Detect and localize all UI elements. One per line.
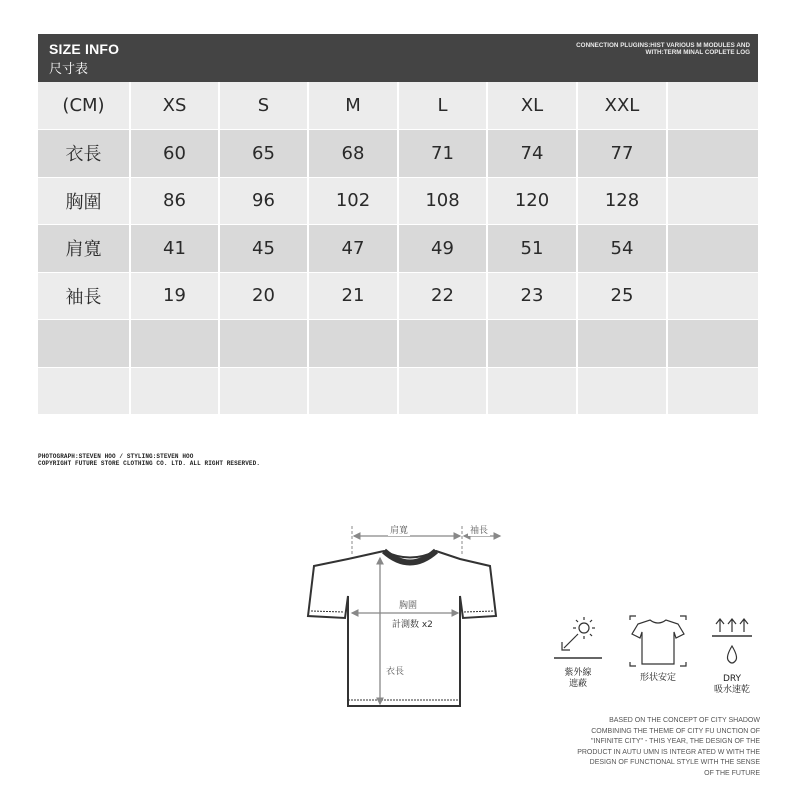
table-cell	[398, 320, 487, 368]
diagram-sleeve-label: 袖長	[468, 523, 490, 536]
table-header-cell: L	[398, 82, 487, 130]
table-cell	[219, 367, 308, 415]
table-cell: 60	[130, 130, 219, 178]
description-line: PRODUCT IN AUTU UMN IS INTEGR ATED W WITH THE	[577, 748, 760, 756]
credits	[38, 453, 260, 467]
measurement-diagram	[300, 516, 520, 716]
table-cell: 128	[577, 177, 667, 225]
credits-photograph: PHOTOGRAPH:STEVEN HOO / STYLING:STEVEN HOO	[38, 453, 194, 460]
table-cell: 65	[219, 130, 308, 178]
table-cell	[398, 367, 487, 415]
table-cell	[130, 320, 219, 368]
table-cell: 74	[487, 130, 577, 178]
table-cell	[577, 367, 667, 415]
table-cell: 120	[487, 177, 577, 225]
table-cell: 68	[308, 130, 398, 178]
header-tagline-line2: WITH:TERM MINAL COPLETE LOG	[645, 49, 750, 56]
table-cell: 108	[398, 177, 487, 225]
description-line: DESIGN OF FUNCTIONAL STYLE WITH THE SENSE	[589, 759, 760, 766]
table-header-cell: XXL	[577, 82, 667, 130]
table-cell: 23	[487, 272, 577, 320]
table-cell	[308, 367, 398, 415]
description-line: OF THE FUTURE	[704, 769, 760, 777]
table-row-label: 袖長	[38, 272, 130, 320]
table-cell: 102	[308, 177, 398, 225]
table-row-label: 衣長	[38, 130, 130, 178]
description-line: "INFINITE CITY" - THIS YEAR, THE DESIGN OF THE	[591, 738, 760, 745]
shape-stable-shirt-icon	[628, 614, 688, 669]
size-info-header	[38, 34, 758, 82]
table-cell: 19	[130, 272, 219, 320]
table-row	[38, 130, 758, 178]
table-header-row	[38, 82, 758, 130]
table-cell	[667, 225, 758, 273]
diagram-length-label: 衣長	[384, 664, 406, 677]
table-header-cell	[667, 82, 758, 130]
table-cell: 86	[130, 177, 219, 225]
dry-water-drop-icon	[706, 614, 758, 670]
diagram-chest-label: 胸圍	[397, 598, 419, 611]
feature-dry-label-1: DRY	[722, 674, 742, 684]
uv-sun-icon	[552, 614, 604, 664]
table-cell: 77	[577, 130, 667, 178]
table-cell: 51	[487, 225, 577, 273]
table-row	[38, 177, 758, 225]
table-cell: 96	[219, 177, 308, 225]
table-cell: 71	[398, 130, 487, 178]
table-cell	[667, 130, 758, 178]
header-tagline-line1: CONNECTION PLUGINS:HIST VARIOUS M MODULES AND	[576, 42, 750, 49]
table-cell: 49	[398, 225, 487, 273]
diagram-shoulder-label: 肩寬	[388, 523, 410, 536]
table-header-cell: XL	[487, 82, 577, 130]
table-header-cell: S	[219, 82, 308, 130]
table-cell	[667, 272, 758, 320]
feature-uv-label-1: 紫外線	[564, 668, 592, 678]
description-line: COMBINING THE THEME OF CITY FU UNCTION OF	[591, 727, 760, 735]
feature-dry-label-2: 吸水速乾	[713, 685, 750, 695]
table-cell: 20	[219, 272, 308, 320]
table-header-cell: XS	[130, 82, 219, 130]
header-tagline	[520, 42, 750, 56]
table-cell: 41	[130, 225, 219, 273]
table-cell	[308, 320, 398, 368]
table-cell: 47	[308, 225, 398, 273]
table-header-cell: M	[308, 82, 398, 130]
table-cell: 54	[577, 225, 667, 273]
table-row	[38, 367, 758, 415]
table-cell: 21	[308, 272, 398, 320]
table-cell: 22	[398, 272, 487, 320]
table-cell: 25	[577, 272, 667, 320]
header-title: SIZE INFO	[49, 41, 120, 57]
credits-copyright: COPYRIGHT FUTURE STORE CLOTHING CO. LTD. ALL RIGHT RESERVED.	[38, 460, 261, 467]
table-cell	[219, 320, 308, 368]
feature-shape-stable	[628, 614, 688, 684]
table-cell	[487, 320, 577, 368]
feature-uv-protection	[552, 614, 604, 690]
table-row-label: 肩寬	[38, 225, 130, 273]
table-cell	[577, 320, 667, 368]
product-description	[530, 716, 760, 779]
feature-shape-label: 形状安定	[639, 673, 676, 683]
table-cell	[667, 320, 758, 368]
table-cell	[487, 367, 577, 415]
table-cell	[667, 367, 758, 415]
table-row-label	[38, 367, 130, 415]
table-header-cell: (CM)	[38, 82, 130, 130]
table-row-label	[38, 320, 130, 368]
table-cell	[667, 177, 758, 225]
table-row	[38, 272, 758, 320]
table-row-label: 胸圍	[38, 177, 130, 225]
tshirt-diagram	[300, 516, 520, 716]
description-line: BASED ON THE CONCEPT OF CITY SHADOW	[609, 717, 760, 724]
size-table	[38, 82, 758, 415]
table-row	[38, 225, 758, 273]
feature-uv-label-2: 遮蔽	[568, 679, 587, 689]
table-cell: 45	[219, 225, 308, 273]
table-cell	[130, 367, 219, 415]
header-subtitle: 尺寸表	[49, 62, 89, 77]
diagram-chest-note: 計測数 x2	[390, 617, 435, 630]
feature-dry	[706, 614, 758, 696]
table-row	[38, 320, 758, 368]
